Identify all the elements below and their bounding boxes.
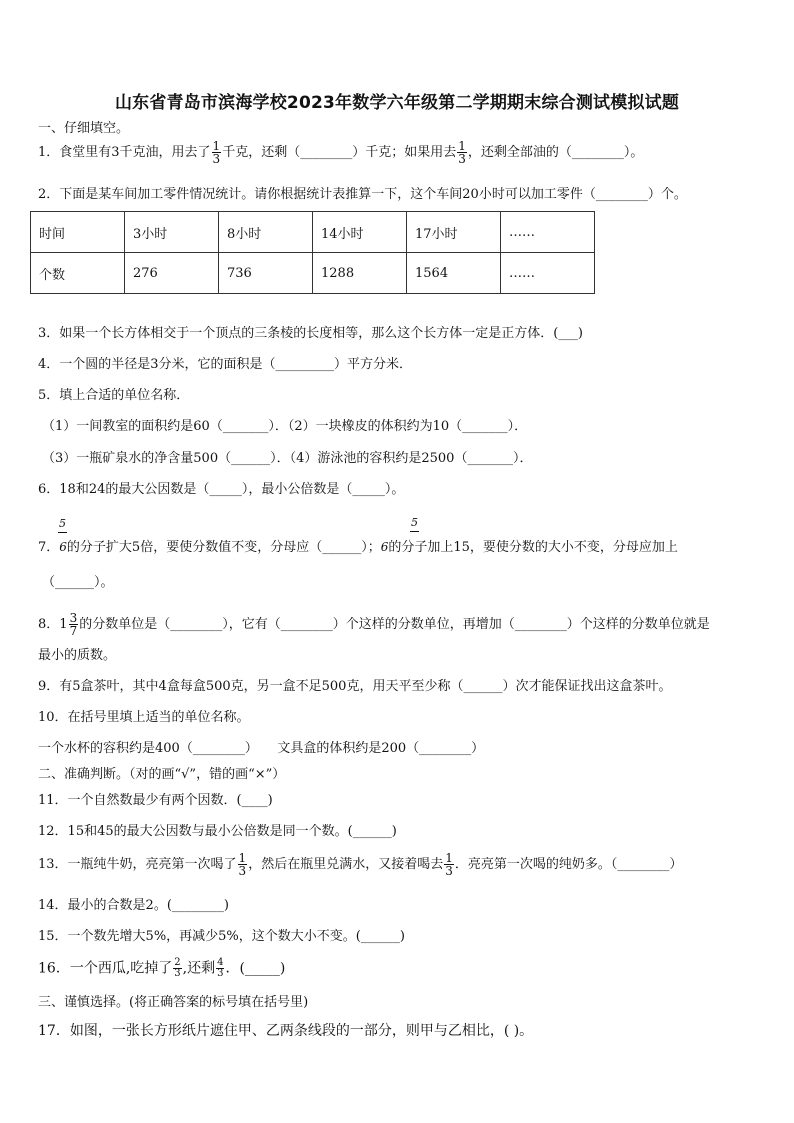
- fraction-one-third-q13: $\frac{1}{3}$: [238, 851, 247, 878]
- question-10: 10．在括号里填上适当的单位名称。: [38, 710, 250, 725]
- fraction-one-third-2: $\frac{1}{3}$: [458, 139, 466, 166]
- fraction-bar-2: [410, 531, 419, 532]
- fraction-one-third: $\frac{1}{3}$: [212, 139, 221, 166]
- table-cell: 个数: [31, 253, 125, 294]
- question-9: 9．有5盒茶叶，其中4盒每盒500克，另一盒不足500克，用天平至少称（______）次才能保证找出这盒茶叶。: [38, 679, 672, 694]
- question-7: 7．6的分子扩大5倍，要使分数值不变，分母应（______）；6的分子加上15，要使分数的大小不变，分母应加上: [38, 540, 678, 555]
- page-title: 山东省青岛市滨海学校2023年数学六年级第二学期期末综合测试模拟试题: [114, 93, 680, 113]
- fraction-one-third-q13-2: $\frac{1}{3}$: [445, 851, 453, 878]
- question-7-continued: （______）。: [42, 575, 114, 590]
- table-row: [31, 253, 595, 294]
- table-cell: 17小时: [407, 212, 501, 253]
- table-row: [31, 212, 595, 253]
- table-cell: 1288: [313, 253, 407, 294]
- question-1: 1．食堂里有3千克油，用去了 $\frac{1}{3}$ 千克，还剩（________）千克；如果用去 $\frac{1}{3}$ ，还剩全部油的（________）。: [38, 139, 644, 166]
- table-cell: 276: [125, 253, 219, 294]
- question-2: 2．下面是某车间加工零件情况统计。请你根据统计表推算一下，这个车间20小时可以加工零件（________）个。: [38, 187, 687, 202]
- question-11: 11．一个自然数最少有两个因数．(____): [38, 793, 273, 808]
- question-4: 4．一个圆的半径是3分米，它的面积是（_________）平方分米．: [38, 357, 413, 372]
- table-cell: 1564: [407, 253, 501, 294]
- question-8: 8．1 $\frac{3}{7}$ 的分数单位是（________），它有（________）个这样的分数单位，再增加（________）个这样的分数单位就是: [38, 611, 710, 638]
- question-13: 13．一瓶纯牛奶，亮亮第一次喝了 $\frac{1}{3}$ ，然后在瓶里兑满水，又接着喝去 $\frac{1}{3}$ ．亮亮第一次喝的纯奶多。（________）: [38, 851, 683, 878]
- table-cell: 8小时: [219, 212, 313, 253]
- table-cell: ……: [501, 253, 595, 294]
- question-6: 6．18和24的最大公因数是（_____），最小公倍数是（_____）。: [38, 482, 405, 497]
- section-3-heading: 三、谨慎选择。(将正确答案的标号填在括号里): [38, 995, 309, 1010]
- question-17: 17．如图，一张长方形纸片遮住甲、乙两条线段的一部分，则甲与乙相比，( )。: [38, 1023, 534, 1039]
- question-10-detail: 一个水杯的容积约是400（________） 文具盒的体积约是200（________）: [38, 741, 485, 756]
- fraction-three-sevenths: $\frac{3}{7}$: [69, 611, 78, 638]
- question-16: 16．一个西瓜,吃掉了 $\frac{2}{3}$ ,还剩 $\frac{4}{3}$ ．(_____): [38, 957, 286, 979]
- question-5-part-b: （3）一瓶矿泉水的净含量500（______）．（4）游泳池的容积约是2500（_______）．: [42, 451, 533, 466]
- question-8-continued: 最小的质数。: [38, 648, 117, 663]
- fraction-numerator-2: 5: [411, 516, 418, 529]
- section-2-heading: 二、准确判断。（对的画“√”，错的画“×”）: [38, 767, 286, 782]
- table-cell: 14小时: [313, 212, 407, 253]
- fraction-bar: [58, 532, 67, 533]
- question-14: 14．最小的合数是2。(________): [38, 898, 229, 913]
- fraction-two-thirds: $\frac{2}{3}$: [174, 957, 181, 979]
- question-15: 15．一个数先增大5%，再减少5%，这个数大小不变。(______): [38, 929, 405, 944]
- table-cell: ……: [501, 212, 595, 253]
- section-1-heading: 一、仔细填空。: [38, 121, 130, 136]
- table-cell: 3小时: [125, 212, 219, 253]
- question-12: 12．15和45的最大公因数与最小公倍数是同一个数。(______): [38, 824, 397, 839]
- table-cell: 时间: [31, 212, 125, 253]
- table-cell: 736: [219, 253, 313, 294]
- fraction-four-thirds: $\frac{4}{3}$: [217, 957, 224, 979]
- question-3: 3．如果一个长方体相交于一个顶点的三条棱的长度相等，那么这个长方体一定是正方体．(___): [38, 326, 583, 341]
- question-5: 5．填上合适的单位名称．: [38, 388, 190, 403]
- statistics-table: [30, 211, 595, 294]
- question-5-part-a: （1）一间教室的面积约是60（_______）．（2）一块橡皮的体积约为10（_______）．: [42, 419, 528, 434]
- fraction-numerator: 5: [59, 517, 66, 530]
